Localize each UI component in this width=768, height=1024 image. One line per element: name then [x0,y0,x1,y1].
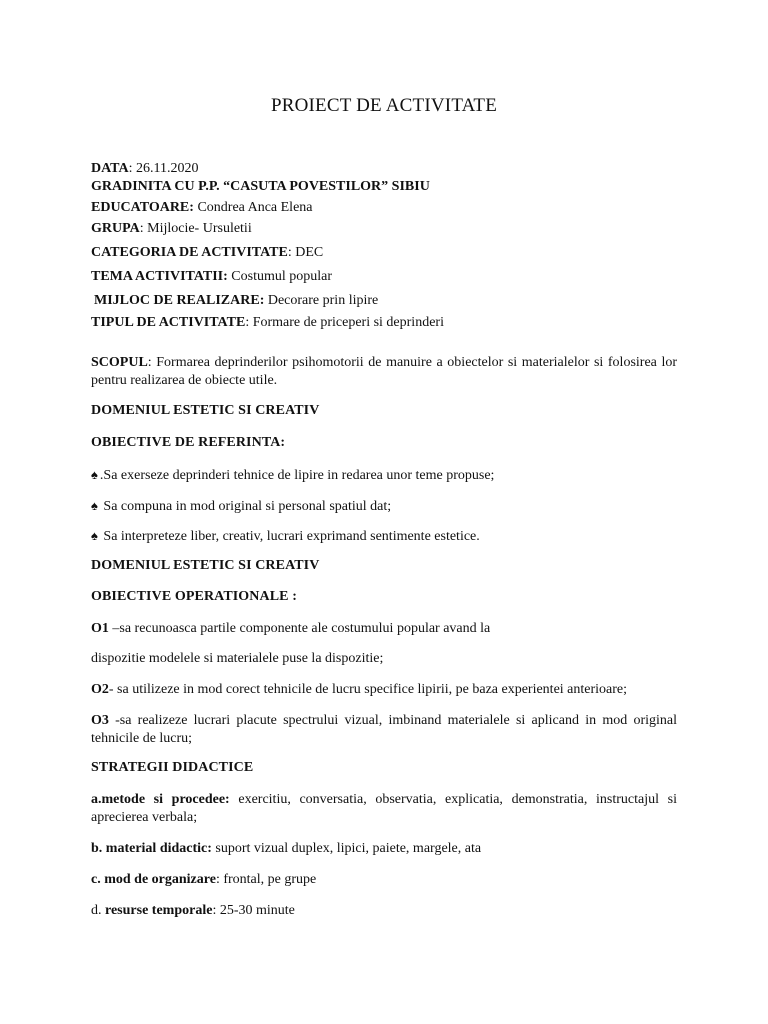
mod-text: : frontal, pe grupe [215,872,317,887]
o2-text: - sa utilizeze in mod corect tehnicile de lucru specifice lipirii, pe baza experientei anterioare; [108,682,628,697]
strategy-metode [91,791,677,827]
domeniul-heading-2: DOMENIUL ESTETIC SI CREATIV [91,558,320,573]
resurse-label: resurse temporale [105,903,213,918]
tipul-label: TIPUL DE ACTIVITATE [91,315,246,330]
resurse-prefix: d. [91,903,105,918]
field-data [91,160,681,177]
referinta-item-text: .Sa exerseze deprinderi tehnice de lipire in redarea unor teme propuse; [99,468,495,483]
o3-text: -sa realizeze lucrari placute spectrului vizual, imbinand materialele si aplicand in mod original tehnicile de lucru; [91,713,677,746]
scopul-label: SCOPUL [91,355,148,370]
obiective-referinta-heading: OBIECTIVE DE REFERINTA: [91,435,286,450]
material-label: b. material didactic: [91,841,212,856]
grupa-value: : Mijlocie- Ursuletii [139,221,252,236]
gradinita-text: GRADINITA CU P.P. “CASUTA POVESTILOR” SIBIU [91,179,430,194]
objective-o3 [91,712,677,748]
tema-value: Costumul popular [227,269,333,284]
field-mijloc [94,292,684,309]
metode-label: a.metode si procedee: [91,792,230,807]
spade-bullet-icon: ♠ [91,498,98,513]
field-tema [91,268,681,285]
mijloc-value: Decorare prin lipire [264,293,379,308]
strategy-resurse [91,902,681,919]
tipul-value: : Formare de priceperi si deprinderi [245,315,444,330]
field-tipul [91,314,681,331]
field-educatoare [91,199,681,216]
categoria-label: CATEGORIA DE ACTIVITATE [91,245,288,260]
categoria-value: : DEC [287,245,324,260]
referinta-item-text: Sa interpreteze liber, creativ, lucrari exprimand sentimente estetice. [99,529,480,544]
strategii-heading: STRATEGII DIDACTICE [91,760,254,775]
scopul-text: : Formarea deprinderilor psihomotorii de manuire a obiectelor si materialelor si folosirea lor pentru realizarea de obiecte utile. [91,355,677,388]
referinta-item-3 [91,527,681,545]
field-grupa [91,220,681,237]
strategy-mod [91,871,681,888]
referinta-item-text: Sa compuna in mod original si personal spatiul dat; [99,499,392,514]
spade-bullet-icon: ♠ [91,467,98,482]
referinta-item-2 [91,497,681,515]
referinta-item-1 [91,466,681,484]
o3-label: O3 [91,713,109,728]
material-text: suport vizual duplex, lipici, paiete, margele, ata [211,841,482,856]
data-value: : 26.11.2020 [128,161,199,176]
scopul-paragraph [91,354,677,390]
tema-label: TEMA ACTIVITATII: [91,269,228,284]
educatoare-value: Condrea Anca Elena [193,200,313,215]
mijloc-label: MIJLOC DE REALIZARE: [94,293,265,308]
strategy-material [91,840,681,857]
o1-text: –sa recunoasca partile componente ale costumului popular avand la [108,621,491,636]
document-title: PROIECT DE ACTIVITATE [270,95,498,116]
field-gradinita [91,178,681,195]
data-label: DATA [91,161,129,176]
field-categoria [91,244,681,261]
objective-o2 [91,681,681,698]
obiective-operationale-heading: OBIECTIVE OPERATIONALE : [91,589,297,604]
grupa-label: GRUPA [91,221,140,236]
resurse-text: : 25-30 minute [212,903,295,918]
mod-label: c. mod de organizare [91,872,216,887]
educatoare-label: EDUCATOARE: [91,200,194,215]
metode-text: exercitiu, conversatia, observatia, explicatia, demonstratia, instructajul si aprecierea verbala; [91,792,677,825]
o2-label: O2 [91,682,109,697]
objective-o1 [91,620,681,637]
domeniul-heading-1: DOMENIUL ESTETIC SI CREATIV [91,403,320,418]
objective-o1-continuation: dispozitie modelele si materialele puse la dispozitie; [91,651,384,666]
o1-label: O1 [91,621,109,636]
spade-bullet-icon: ♠ [91,528,98,543]
